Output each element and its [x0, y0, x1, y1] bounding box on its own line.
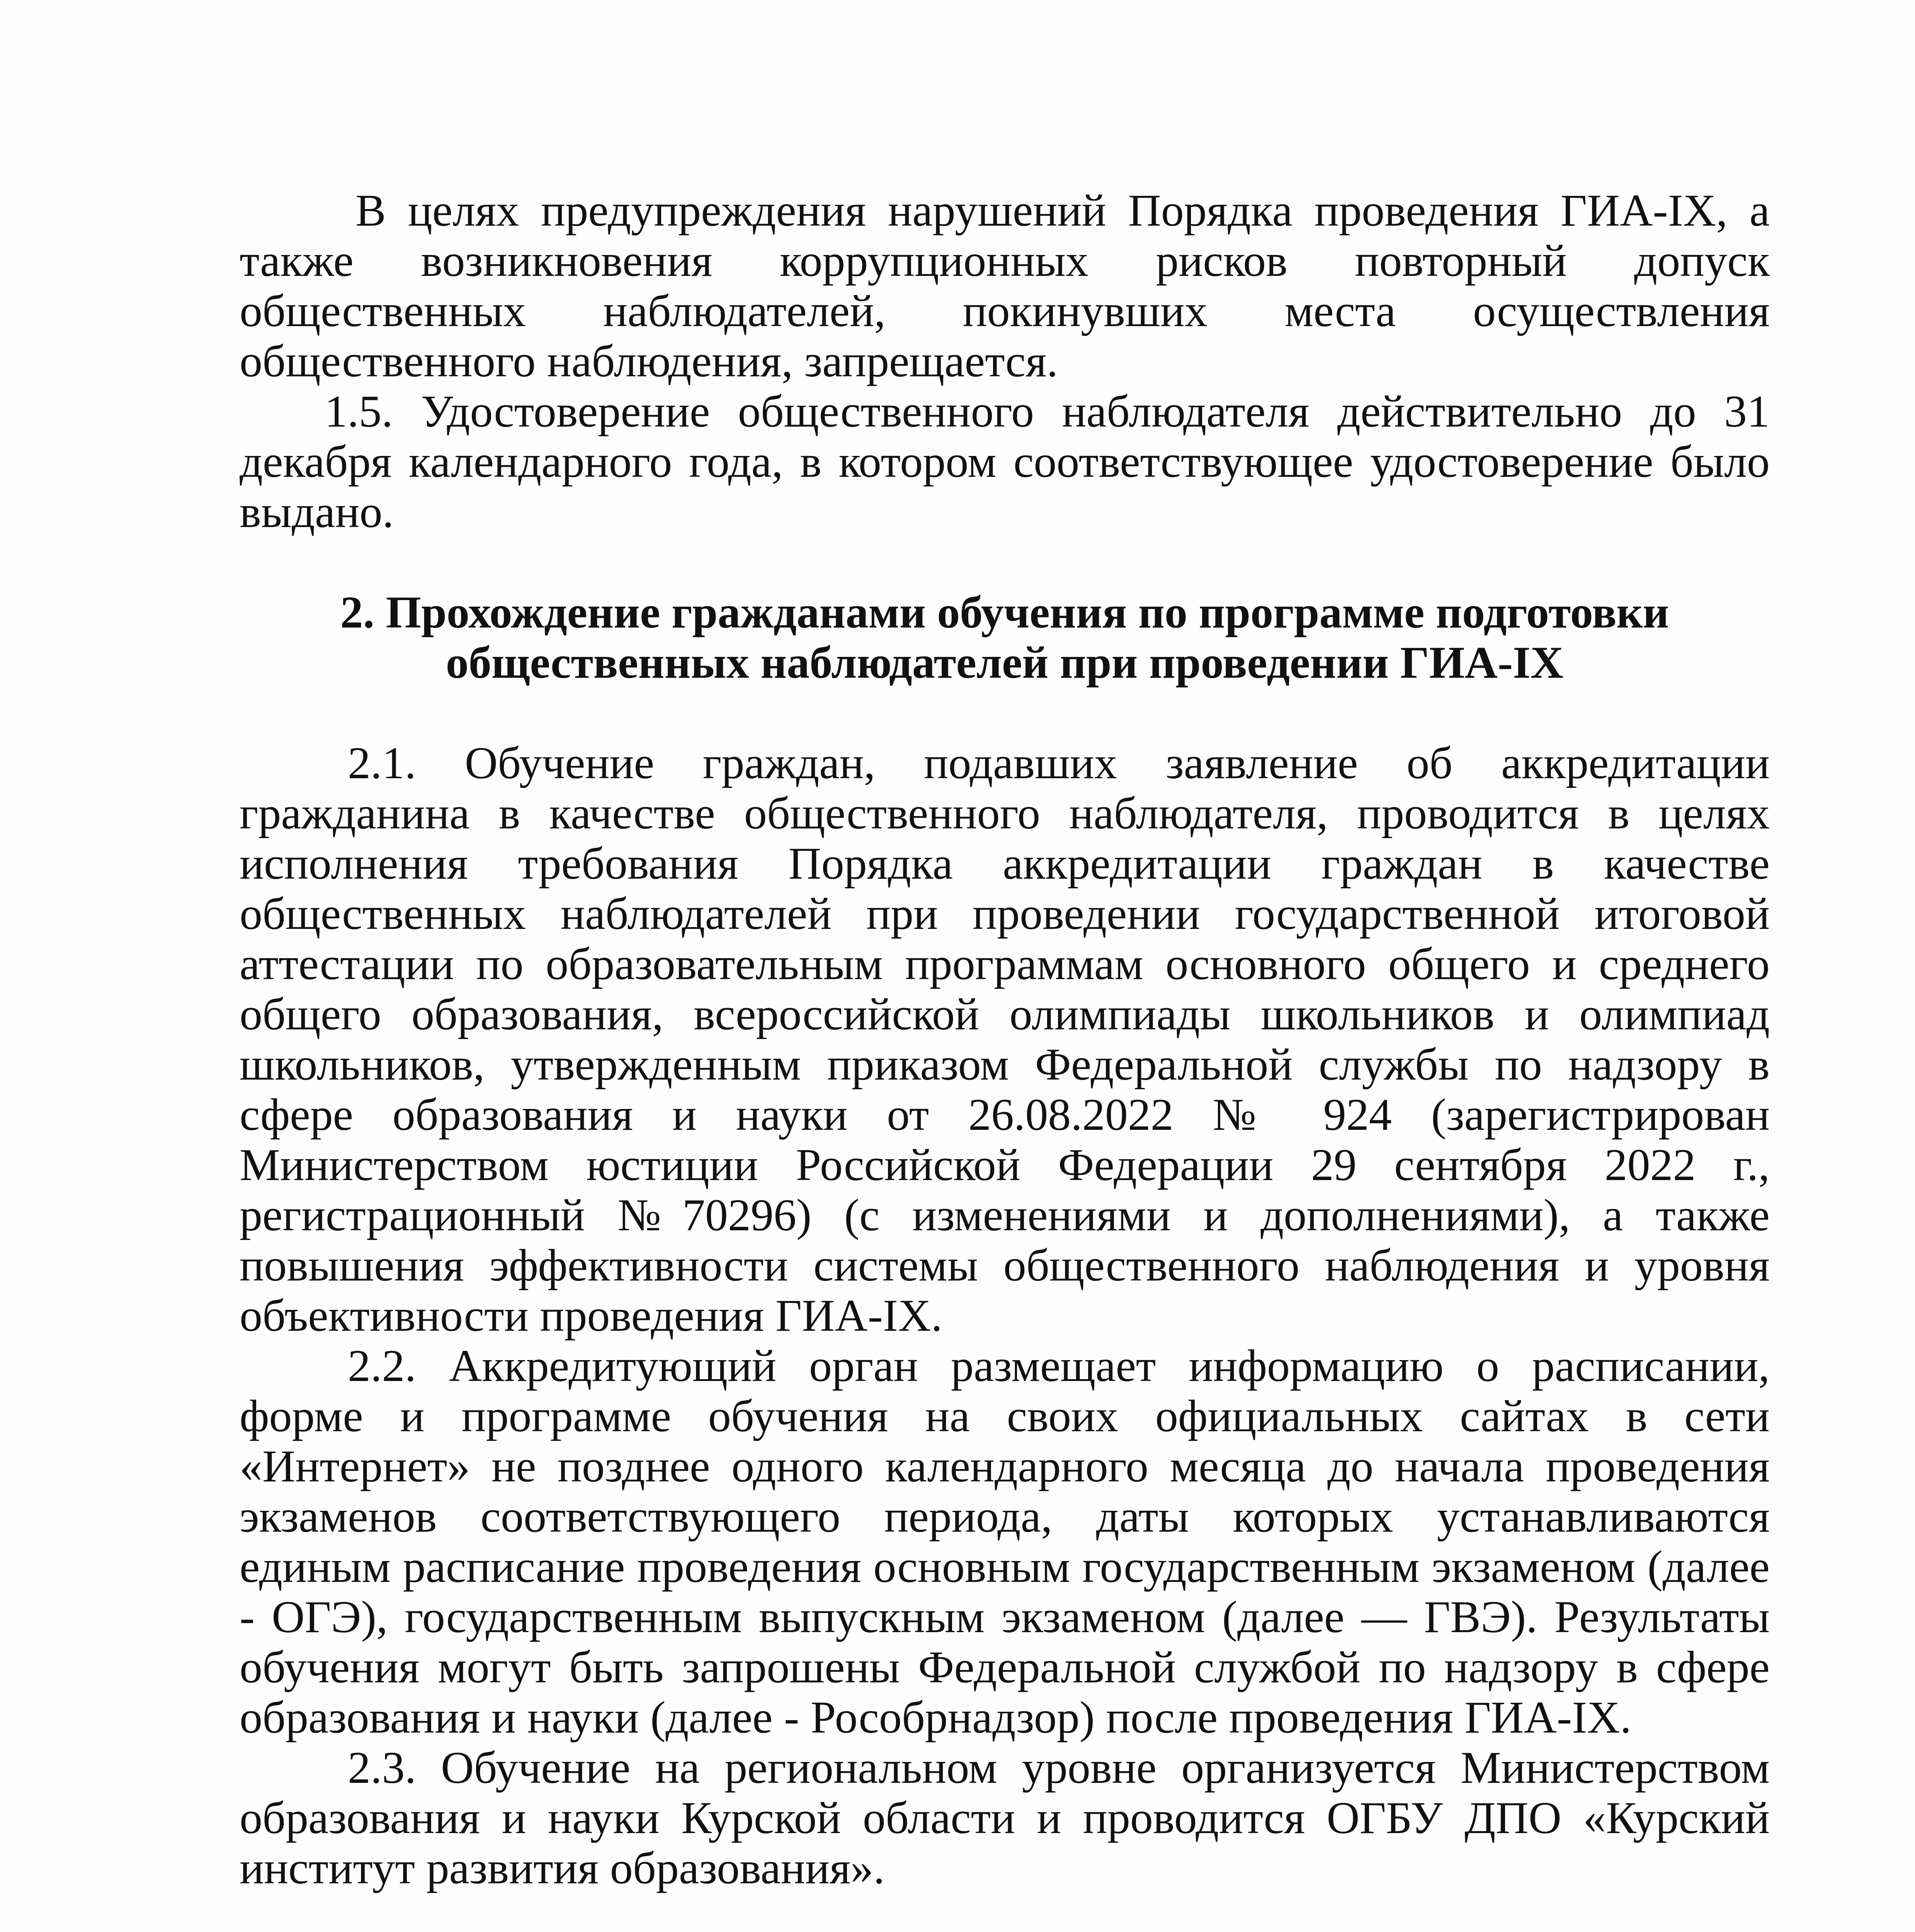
- paragraph-intro: В целях предупреждения нарушений Порядка проведения ГИА-IX, а также возникновения коррупционных рисков повторный допуск общественных наблюдателей, покинувших места осуществления общественного наблюдения, запрещается.: [240, 185, 1770, 386]
- spacer: [240, 688, 1770, 738]
- paragraph-2-2: 2.2. Аккредитующий орган размещает информацию о расписании, форме и программе обучения на своих официальных сайтах в сети «Интернет» не позднее одного календарного месяца до начала проведения экзаменов соответствующего периода, даты которых устанавливаются единым расписание проведения основным государственным экзаменом (далее - ОГЭ), государственным выпускным экзаменом (далее — ГВЭ). Результаты обучения могут быть запрошены Федеральной службой по надзору в сфере образования и науки (далее - Рособрнадзор) после проведения ГИА-IX.: [240, 1340, 1770, 1743]
- spacer: [240, 1893, 1770, 1932]
- paragraph-1-5: 1.5. Удостоверение общественного наблюдателя действительно до 31 декабря календарного года, в котором соответствующее удостоверение было выдано.: [240, 386, 1770, 537]
- section-2-title-line-2: общественных наблюдателей при проведении ГИА-IX: [446, 637, 1564, 688]
- spacer: [240, 537, 1770, 587]
- paragraph-2-1: 2.1. Обучение граждан, подавших заявление об аккредитации гражданина в качестве общественного наблюдателя, проводится в целях исполнения требования Порядка аккредитации граждан в качестве общественных наблюдателей при проведении государственной итоговой аттестации по образовательным программам основного общего и среднего общего образования, всероссийской олимпиады школьников и олимпиад школьников, утвержденным приказом Федеральной службы по надзору в сфере образования и науки от 26.08.2022 № 924 (зарегистрирован Министерством юстиции Российской Федерации 29 сентября 2022 г., регистрационный №70296) (с изменениями и дополнениями), а также повышения эффективности системы общественного наблюдения и уровня объективности проведения ГИА-IX.: [240, 738, 1770, 1341]
- document-body: [240, 185, 1770, 1932]
- paragraph-2-3: 2.3. Обучение на региональном уровне организуется Министерством образования и науки Курской области и проводится ОГБУ ДПО «Курский институт развития образования».: [240, 1742, 1770, 1893]
- section-2-title-line-1: 2. Прохождение гражданами обучения по программе подготовки: [340, 587, 1669, 638]
- section-2-heading: [240, 587, 1770, 688]
